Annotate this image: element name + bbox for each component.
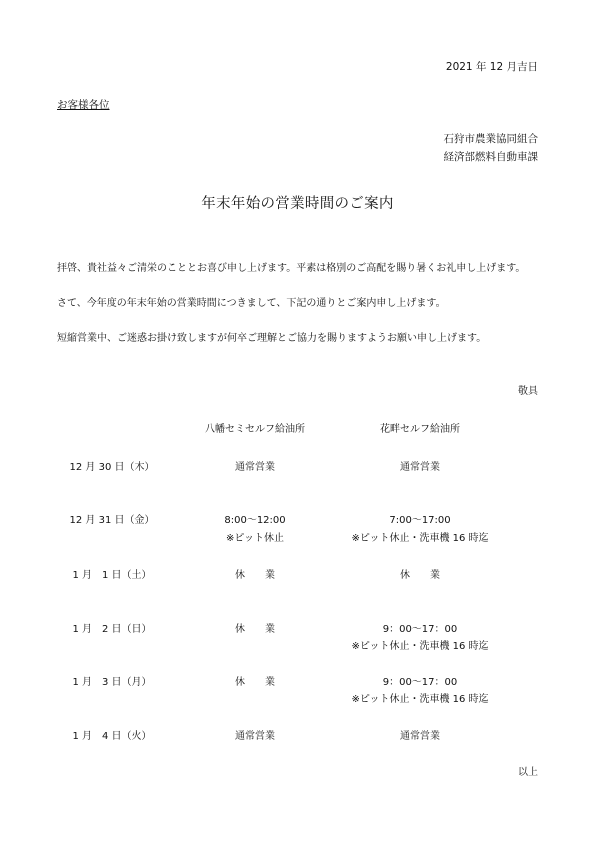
- issuer-organization: 石狩市農業協同組合: [443, 133, 538, 145]
- closing-ijou: 以上: [518, 767, 538, 778]
- table-row-date: 1 月 4 日（火）: [72, 731, 152, 742]
- table-cell-yahata-note: ※ピット休止: [226, 533, 284, 544]
- table-row-date: 1 月 1 日（土）: [72, 570, 152, 581]
- closing-keigu: 敬具: [518, 386, 538, 397]
- table-cell-banguro-note: ※ピット休止・洗車機 16 時迄: [351, 641, 489, 652]
- table-cell-yahata: 8:00～12:00: [224, 515, 286, 526]
- table-cell-banguro: 通常営業: [400, 462, 440, 473]
- table-cell-yahata: 通常営業: [235, 462, 275, 473]
- table-cell-yahata: 休 業: [235, 624, 275, 635]
- column-header-banguro: 花畔セルフ給油所: [380, 424, 460, 435]
- table-cell-banguro: 通常営業: [400, 731, 440, 742]
- document-date: 2021 年 12 月吉日: [445, 61, 538, 73]
- table-cell-banguro-note: ※ピット休止・洗車機 16 時迄: [351, 533, 489, 544]
- table-row-date: 1 月 2 日（日）: [72, 624, 152, 635]
- table-cell-banguro: 7:00～17:00: [389, 515, 451, 526]
- table-cell-yahata: 通常営業: [235, 731, 275, 742]
- table-cell-yahata: 休 業: [235, 677, 275, 688]
- table-cell-banguro: 9：00～17：00: [382, 624, 458, 635]
- table-cell-banguro: 9：00～17：00: [382, 677, 458, 688]
- table-row-date: 12 月 31 日（金）: [69, 515, 155, 526]
- table-row-date: 1 月 3 日（月）: [72, 677, 152, 688]
- page-title: 年末年始の営業時間のご案内: [201, 196, 394, 212]
- table-cell-yahata: 休 業: [235, 570, 275, 581]
- table-row-date: 12 月 30 日（木）: [69, 462, 155, 473]
- recipient-line: お客様各位: [57, 99, 110, 111]
- column-header-yahata: 八幡セミセルフ給油所: [205, 424, 305, 435]
- issuer-department: 経済部燃料自動車課: [443, 151, 538, 163]
- paragraph-greeting: 拝啓、貴社益々ご清栄のこととお喜び申し上げます。平素は格別のご高配を賜り暑くお礼申し上げます。: [57, 263, 526, 274]
- paragraph-announcement: さて、今年度の年末年始の営業時間につきまして、下記の通りとご案内申し上げます。: [57, 298, 446, 309]
- table-cell-banguro-note: ※ピット休止・洗車機 16 時迄: [351, 694, 489, 705]
- table-cell-banguro: 休 業: [400, 570, 440, 581]
- paragraph-apology: 短縮営業中、ご迷惑お掛け致しますが何卒ご理解とご協力を賜りますようお願い申し上げます。: [57, 333, 487, 344]
